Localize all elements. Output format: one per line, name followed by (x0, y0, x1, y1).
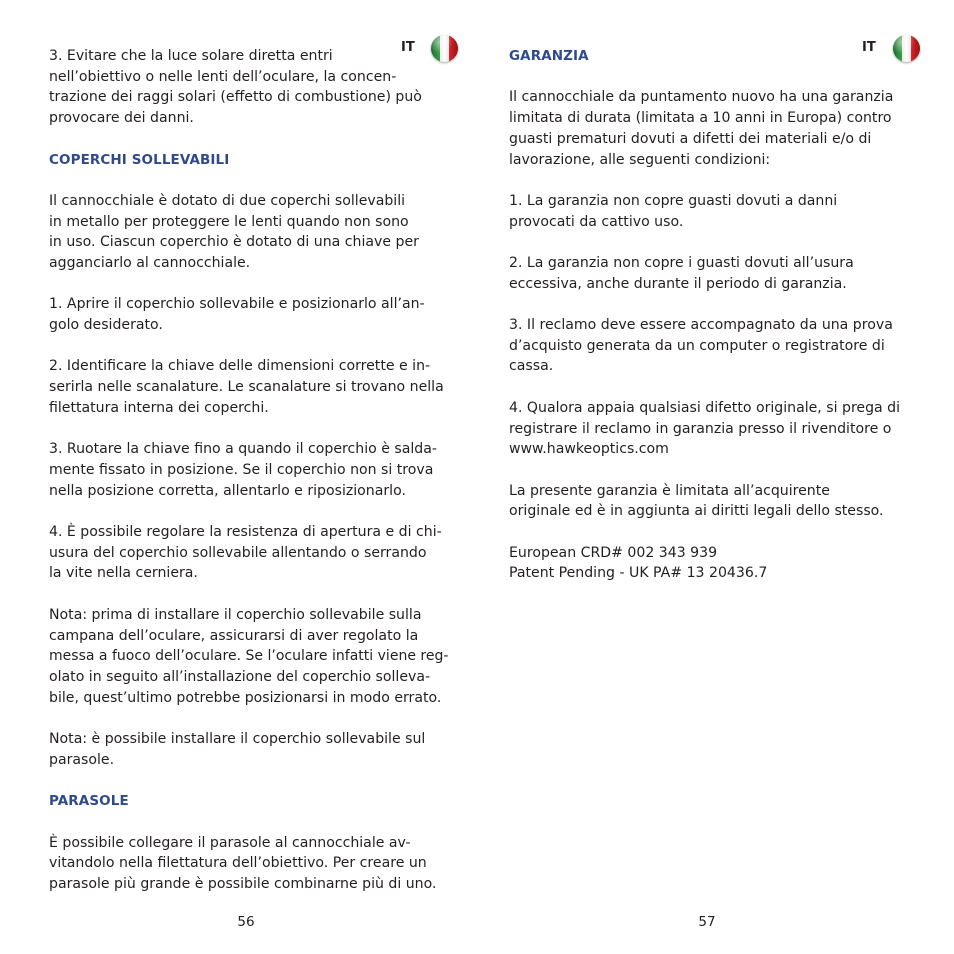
page-number: 57 (698, 914, 716, 930)
paragraph-warranty-intro: Il cannocchiale da puntamento nuovo ha una garanzia limitata di durata (limitata a 10 anni in Europa) contro guasti prematuri dovuti a difetti dei materiali e/o di lavorazione, alle seguenti condizioni: (509, 89, 894, 168)
paragraph-patent-info: European CRD# 002 343 939 Patent Pending - UK PA# 13 20436.7 (509, 544, 768, 582)
paragraph-step-3: 3. Ruotare la chiave fino a quando il coperchio è salda- mente fissato in posizione. Se il coperchio non si trova nella posizione corretta, allentarlo e riposizionarlo. (49, 441, 437, 499)
paragraph-condition-2: 2. La garanzia non copre i guasti dovuti all’usura eccessiva, anche durante il periodo di garanzia. (509, 254, 854, 292)
heading-garanzia: GARANZIA (509, 48, 589, 64)
paragraph-caps-intro: Il cannocchiale è dotato di due coperchi sollevabili in metallo per proteggere le lenti quando non sono in uso. Ciascun coperchio è dotato di una chiave per agganciarlo al cannocchiale. (49, 192, 419, 271)
heading-parasole: PARASOLE (49, 793, 129, 810)
paragraph-step-1: 1. Aprire il coperchio sollevabile e posizionarlo all’an- golo desiderato. (49, 296, 425, 334)
language-code: IT (862, 40, 876, 55)
paragraph-warranty-scope: La presente garanzia è limitata all’acquirente originale ed è in aggiunta ai diritti legali dello stesso. (509, 482, 884, 520)
right-page-content (509, 46, 909, 584)
heading-coperchi-sollevabili: COPERCHI SOLLEVABILI (49, 151, 230, 168)
paragraph-sunshade: È possibile collegare il parasole al cannocchiale av- vitandolo nella filettatura dell’obiettivo. Per creare un parasole più grande è possibile combinarne più di uno. (49, 834, 437, 892)
left-page-content (49, 46, 449, 895)
paragraph-note-sunshade: Nota: è possibile installare il coperchio sollevabile sul parasole. (49, 731, 426, 768)
paragraph-condition-4: 4. Qualora appaia qualsiasi difetto originale, si prega di registrare il reclamo in garanzia presso il rivenditore o www.hawkeoptics.com (509, 399, 901, 458)
paragraph-sunlight-warning: 3. Evitare che la luce solare diretta entri nell’obiettivo o nelle lenti dell’oculare, la concen- trazione dei raggi solari (effetto di combustione) può provocare dei danni. (49, 48, 422, 127)
paragraph-condition-3: 3. Il reclamo deve essere accompagnato da una prova d’acquisto generata da un computer o registratore di cassa. (509, 317, 893, 375)
paragraph-step-2: 2. Identificare la chiave delle dimensioni corrette e in- serirla nelle scanalature. Le scanalature si trovano nella filettatura interna dei coperchi. (49, 358, 444, 416)
paragraph-step-4: 4. È possibile regolare la resistenza di apertura e di chi- usura del coperchio sollevabile allentando o serrando la vite nella cerniera. (49, 524, 442, 582)
language-code: IT (401, 40, 415, 55)
right-page (477, 0, 954, 954)
paragraph-condition-1: 1. La garanzia non copre guasti dovuti a danni provocati da cattivo uso. (509, 192, 838, 230)
page-number: 56 (237, 914, 255, 930)
paragraph-note-focus: Nota: prima di installare il coperchio sollevabile sulla campana dell’oculare, assicurarsi di aver regolato la messa a fuoco dell’oculare. Se l’oculare infatti viene reg- olato in seguito all’installazione del coperchio solleva- bile, quest’ultimo potrebbe posizionarsi in modo errato. (49, 606, 449, 706)
